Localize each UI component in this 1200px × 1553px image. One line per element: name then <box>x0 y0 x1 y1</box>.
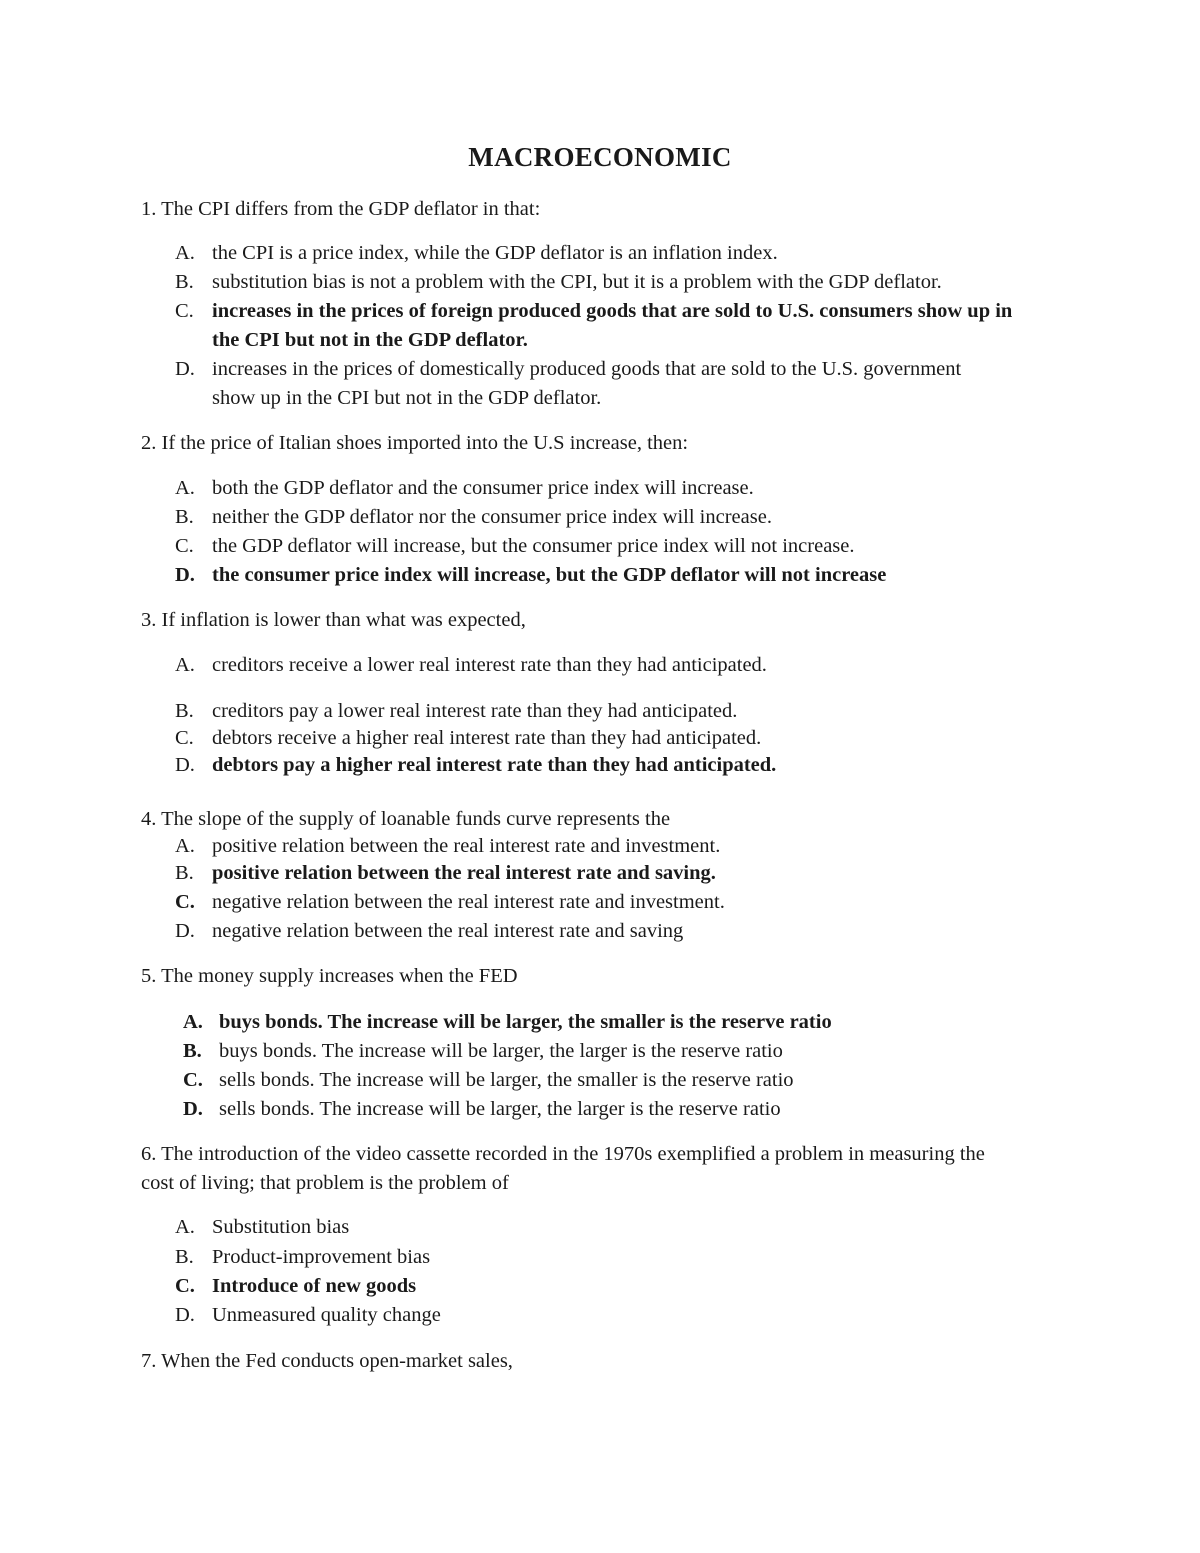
option-text: both the GDP deflator and the consumer price index will increase. <box>212 477 754 499</box>
option-letter: A. <box>175 654 195 676</box>
option-text-answer: increases in the prices of foreign produced goods that are sold to U.S. consumers show up in the CPI but not in the GDP deflator. <box>212 300 1013 351</box>
option-letter: D. <box>175 920 195 942</box>
option-text: increases in the prices of domestically produced goods that are sold to the U.S. government show up in the CPI but not in the GDP deflator. <box>212 358 962 409</box>
option-text-answer: buys bonds. The increase will be larger, the smaller is the reserve ratio <box>219 1011 832 1033</box>
option-letter: C. <box>175 535 194 557</box>
option-text: buys bonds. The increase will be larger, the larger is the reserve ratio <box>219 1040 783 1062</box>
option-text: negative relation between the real interest rate and investment. <box>212 891 725 913</box>
option-text: Product-improvement bias <box>212 1246 431 1268</box>
option-text-answer: debtors pay a higher real interest rate than they had anticipated. <box>212 754 777 776</box>
page-title: MACROECONOMIC <box>468 142 732 172</box>
option-letter: D. <box>175 1304 195 1326</box>
option-text: negative relation between the real interest rate and saving <box>212 920 684 942</box>
option-text: creditors pay a lower real interest rate than they had anticipated. <box>212 700 738 722</box>
option-text: the GDP deflator will increase, but the consumer price index will not increase. <box>212 535 855 557</box>
question-1-stem: 1. The CPI differs from the GDP deflator in that: <box>141 198 541 220</box>
option-text: sells bonds. The increase will be larger, the smaller is the reserve ratio <box>219 1069 794 1091</box>
option-text: neither the GDP deflator nor the consumer price index will increase. <box>212 506 772 528</box>
option-letter: C. <box>183 1069 203 1091</box>
question-5-stem: 5. The money supply increases when the FED <box>141 965 518 987</box>
option-letter: C. <box>175 1275 195 1297</box>
question-6-stem: 6. The introduction of the video cassette recorded in the 1970s exemplified a problem in measuring the cost of living; that problem is the problem of <box>141 1143 985 1194</box>
option-text: substitution bias is not a problem with the CPI, but it is a problem with the GDP deflator. <box>212 271 942 293</box>
option-text: Substitution bias <box>212 1216 350 1238</box>
option-letter: A. <box>175 242 195 264</box>
option-letter: D. <box>175 358 195 380</box>
option-text: debtors receive a higher real interest rate than they had anticipated. <box>212 727 762 749</box>
option-text: Unmeasured quality change <box>212 1304 441 1326</box>
question-4-stem: 4. The slope of the supply of loanable funds curve represents the <box>141 808 671 830</box>
question-3-stem: 3. If inflation is lower than what was expected, <box>141 609 526 631</box>
option-text: sells bonds. The increase will be larger, the larger is the reserve ratio <box>219 1098 781 1120</box>
option-letter: C. <box>175 891 195 913</box>
option-letter: B. <box>183 1040 202 1062</box>
question-2-stem: 2. If the price of Italian shoes imported into the U.S increase, then: <box>141 432 689 454</box>
option-letter: C. <box>175 727 194 749</box>
option-text-answer: the consumer price index will increase, but the GDP deflator will not increase <box>212 564 887 586</box>
option-text: positive relation between the real interest rate and investment. <box>212 835 721 857</box>
option-letter: B. <box>175 271 194 293</box>
option-letter: A. <box>175 835 195 857</box>
option-letter: B. <box>175 1246 194 1268</box>
option-letter: C. <box>175 300 194 322</box>
option-letter: D. <box>183 1098 203 1120</box>
option-letter: D. <box>175 754 195 776</box>
option-text: creditors receive a lower real interest rate than they had anticipated. <box>212 654 767 676</box>
option-text: the CPI is a price index, while the GDP deflator is an inflation index. <box>212 242 778 264</box>
option-text-answer: Introduce of new goods <box>212 1275 417 1297</box>
question-7-stem: 7. When the Fed conducts open-market sales, <box>141 1350 513 1372</box>
option-letter: D. <box>175 564 195 586</box>
option-letter: B. <box>175 862 194 884</box>
option-letter: A. <box>175 477 195 499</box>
option-letter: A. <box>175 1216 195 1238</box>
option-letter: A. <box>183 1011 203 1033</box>
option-letter: B. <box>175 700 194 722</box>
option-letter: B. <box>175 506 194 528</box>
option-text-answer: positive relation between the real interest rate and saving. <box>212 862 716 884</box>
